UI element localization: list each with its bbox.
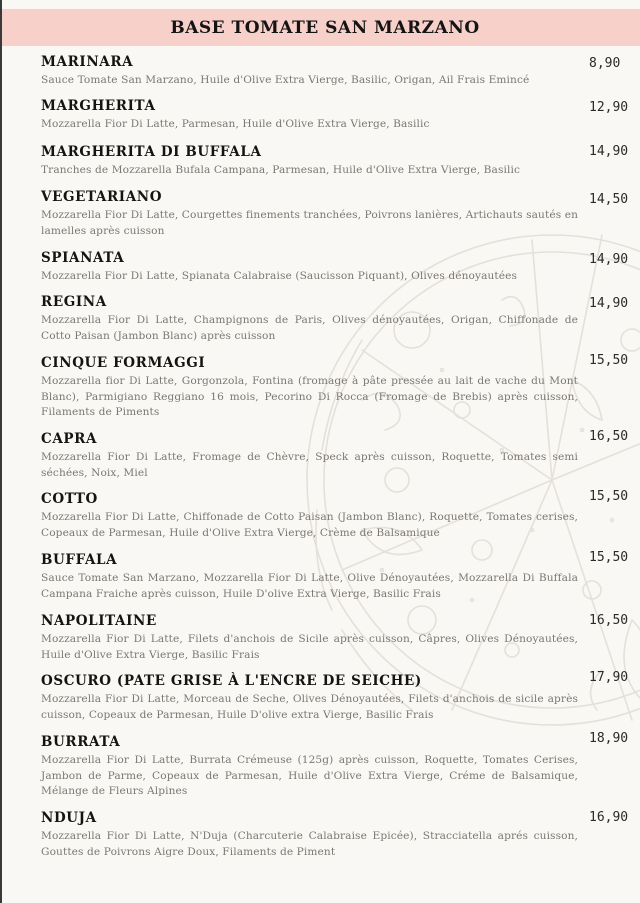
item-price: 12,90 <box>589 100 629 115</box>
item-name: VEGETARIANO <box>41 189 163 205</box>
item-description: Sauce Tomate San Marzano, Huile d'Olive Extra Vierge, Basilic, Origan, Ail Frais Emincé <box>41 74 530 86</box>
item-price: 15,50 <box>589 353 629 368</box>
item-name: BURRATA <box>41 734 121 750</box>
item-price: 14,90 <box>589 252 629 267</box>
item-name: MARGHERITA <box>41 98 156 114</box>
item-description: Mozzarella fior Di Latte, Gorgonzola, Fontina (fromage à pâte pressée au lait de vache du Mont Blanc), Parmigiano Reggiano 16 mois, Pecorino Di Rocca (Fromage de Brebis) après cuisson, Filaments de Piments <box>41 375 578 418</box>
item-name: REGINA <box>41 294 107 310</box>
item-price: 14,50 <box>589 192 629 207</box>
item-price: 16,50 <box>589 429 629 444</box>
item-name: BUFFALA <box>41 552 118 568</box>
item-name: CINQUE FORMAGGI <box>41 355 206 371</box>
section-title: BASE TOMATE SAN MARZANO <box>170 17 480 38</box>
item-name: OSCURO (PATE GRISE À L'ENCRE DE SEICHE) <box>41 673 422 689</box>
item-name: NAPOLITAINE <box>41 613 157 629</box>
item-price: 17,90 <box>589 670 629 685</box>
item-description: Tranches de Mozzarella Bufala Campana, Parmesan, Huile d'Olive Extra Vierge, Basilic <box>41 164 520 176</box>
item-name: CAPRA <box>41 431 98 447</box>
item-description: Mozzarella Fior Di Latte, Courgettes finements tranchées, Poivrons lanières, Artichauts sautés en lamelles après cuisson <box>41 209 578 237</box>
item-description: Mozzarella Fior Di Latte, Burrata Crémeuse (125g) après cuisson, Roquette, Tomates Cerises, Jambon de Parme, Copeaux de Parmesan, Huile d'Olive Extra Vierge, Créme de Balsamique, Mélange de Fleurs Alpines <box>41 754 578 797</box>
item-description: Mozzarella Fior Di Latte, Morceau de Seche, Olives Dénoyautées, Filets d'anchois de sicile après cuisson, Copeaux de Parmesan, Huile D'olive extra Vierge, Basilic Frais <box>41 693 578 721</box>
section-header <box>2 9 640 46</box>
item-description: Mozzarella Fior Di Latte, Fromage de Chèvre, Speck après cuisson, Roquette, Tomates semi séchées, Noix, Miel <box>41 451 578 479</box>
item-description: Sauce Tomate San Marzano, Mozzarella Fior Di Latte, Olive Dénoyautées, Mozzarella Di Buffala Campana Fraiche après cuisson, Huile D'olive Extra Vierge, Basilic Frais <box>41 572 578 600</box>
item-price: 16,90 <box>589 810 629 825</box>
item-description: Mozzarella Fior Di Latte, Filets d'anchois de Sicile après cuisson, Câpres, Olives Dénoyautées, Huile d'Olive Extra Vierge, Basilic Frais <box>41 633 578 661</box>
item-description: Mozzarella Fior Di Latte, Spianata Calabraise (Saucisson Piquant), Olives dénoyautées <box>41 270 518 282</box>
item-description: Mozzarella Fior Di Latte, N'Duja (Charcuterie Calabraise Epicée), Stracciatella aprés cuisson, Gouttes de Poivrons Aigre Doux, Filaments de Piment <box>41 830 578 858</box>
item-name: MARINARA <box>41 54 134 70</box>
item-name: MARGHERITA DI BUFFALA <box>41 144 262 160</box>
item-price: 16,50 <box>589 613 629 628</box>
item-price: 15,50 <box>589 489 629 504</box>
item-name: COTTO <box>41 491 98 507</box>
item-description: Mozzarella Fior Di Latte, Champignons de Paris, Olives dénoyautées, Origan, Chiffonade de Cotto Paisan (Jambon Blanc) après cuisson <box>41 314 578 342</box>
item-description: Mozzarella Fior Di Latte, Chiffonade de Cotto Paisan (Jambon Blanc), Roquette, Tomates cerises, Copeaux de Parmesan, Huile d'Olive Extra Vierge, Crème de Balsamique <box>41 511 578 539</box>
item-price: 18,90 <box>589 731 629 746</box>
item-price: 14,90 <box>589 144 629 159</box>
item-price: 15,50 <box>589 550 629 565</box>
item-description: Mozzarella Fior Di Latte, Parmesan, Huile d'Olive Extra Vierge, Basilic <box>41 118 430 130</box>
item-price: 14,90 <box>589 296 629 311</box>
item-name: SPIANATA <box>41 250 125 266</box>
item-price: 8,90 <box>589 56 621 71</box>
item-name: NDUJA <box>41 810 97 826</box>
